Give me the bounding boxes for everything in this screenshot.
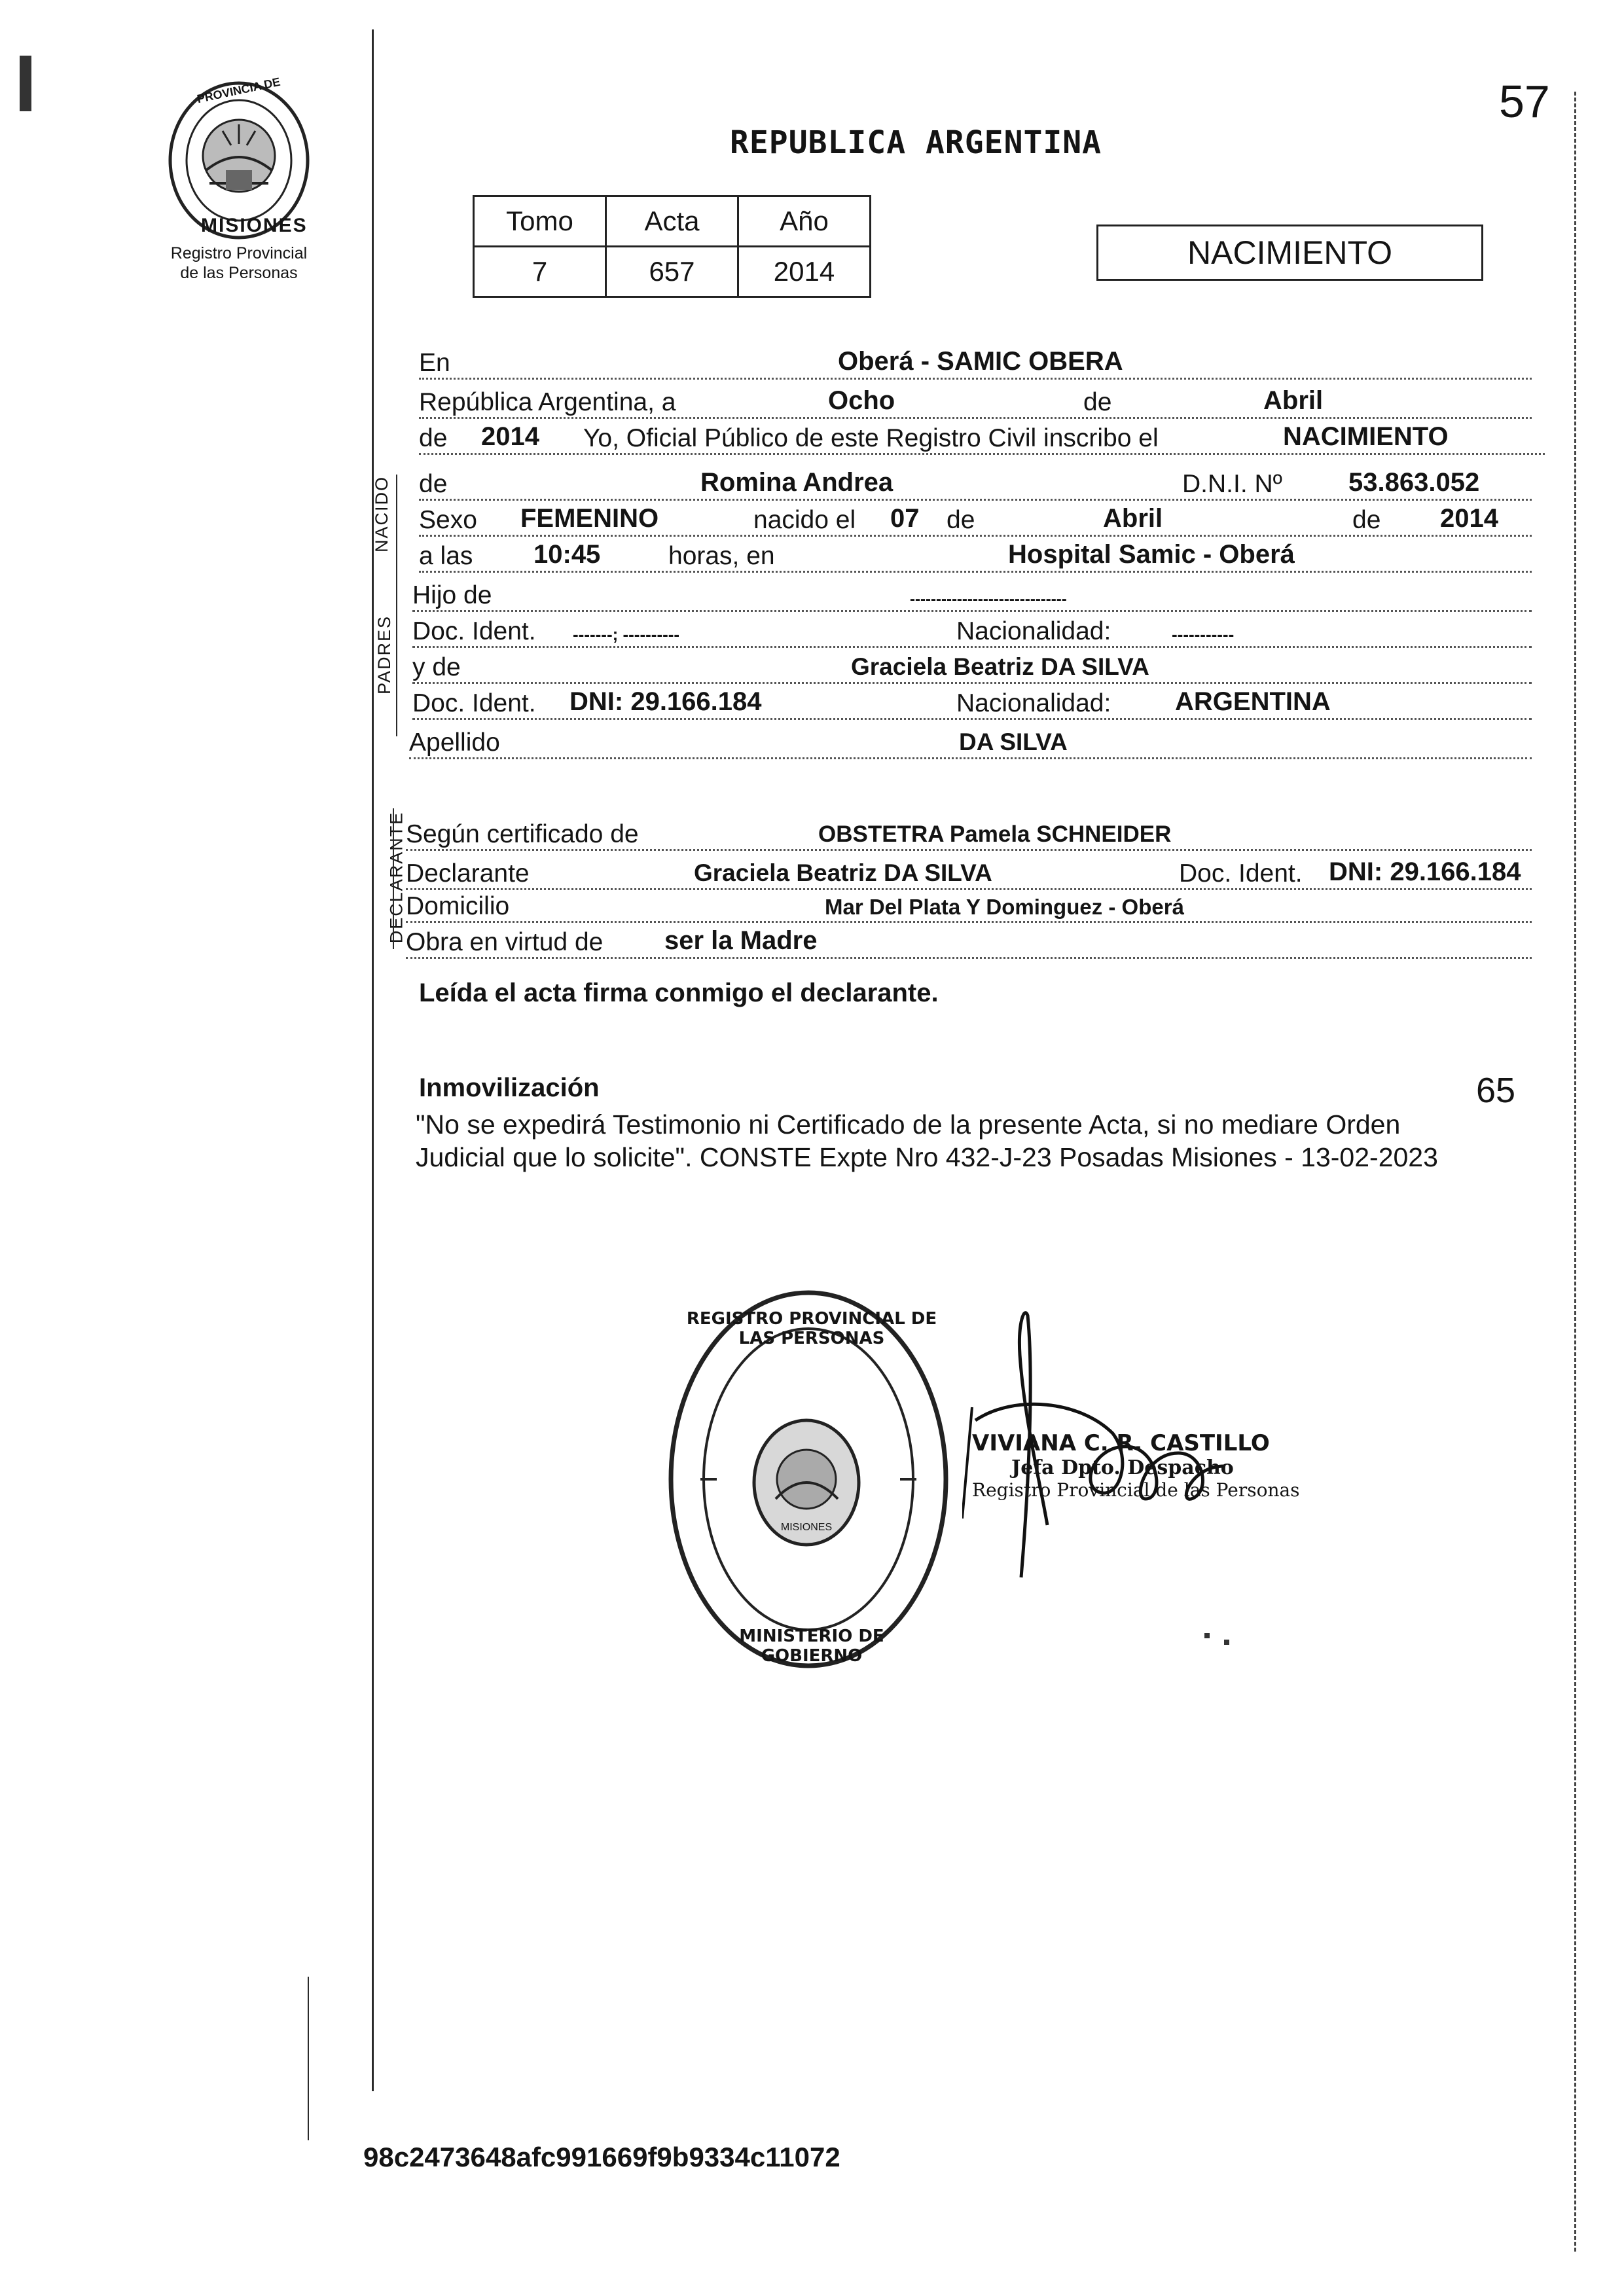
field-row-nombre <box>419 465 1532 501</box>
label-segun-certificado: Según certificado de <box>406 820 641 849</box>
value-madre-doc: DNI: 29.166.184 <box>569 687 762 716</box>
label-de: de <box>1083 388 1112 416</box>
field-row-obra-en-virtud <box>406 923 1532 959</box>
value-madre-nacionalidad: ARGENTINA <box>1175 687 1331 716</box>
label-en: En <box>419 349 453 378</box>
province-logo <box>154 75 324 245</box>
record-table-header: Tomo <box>474 196 606 247</box>
stamp-title: Jefa Dpto. Despacho <box>1011 1456 1234 1479</box>
section-bracket-nacido <box>396 475 397 605</box>
record-table-cell: 657 <box>606 247 738 297</box>
field-row-declarante <box>406 854 1532 890</box>
label-nacionalidad: Nacionalidad: <box>952 617 1113 646</box>
value-anio-nac: 2014 <box>1440 504 1498 533</box>
label-doc-ident: Doc. Ident. <box>412 617 539 646</box>
right-edge-line <box>1574 92 1576 2252</box>
value-mes: Abril <box>1263 386 1324 415</box>
inmovilizacion-line2: Judicial que lo solicite". CONSTE Expte Nro 432-J-23 Posadas Misiones - 13-02-2023 <box>416 1142 1438 1172</box>
label-dni: D.N.I. Nº <box>1178 470 1285 499</box>
seal-ring-bottom: MINISTERIO DE GOBIERNO <box>739 1627 884 1666</box>
record-table-cell: 7 <box>474 247 606 297</box>
left-margin-line-lower <box>308 1977 309 2140</box>
inmovilizacion-line1: "No se expedirá Testimonio ni Certificado de la presente Acta, si no mediare Orden <box>416 1109 1401 1140</box>
value-padre: ------------------------------ <box>910 590 1067 608</box>
value-certificado: OBSTETRA Pamela SCHNEIDER <box>818 821 1172 847</box>
registry-label-line1: Registro Provincial <box>170 244 308 262</box>
field-row-hora <box>419 537 1532 573</box>
logo-text-top: PROVINCIA DE <box>196 75 281 106</box>
label-de-anio-nac: de <box>1348 506 1383 535</box>
side-label-declarante: DECLARANTE <box>386 811 406 944</box>
inmovilizacion-heading: Inmovilización <box>419 1073 600 1102</box>
value-anio: 2014 <box>481 422 539 451</box>
scan-mark <box>1204 1633 1210 1638</box>
record-table-header: Acta <box>606 196 738 247</box>
field-row-en <box>419 344 1532 380</box>
label-hijo-de: Hijo de <box>412 581 494 610</box>
label-yo-oficial: Yo, Oficial Público de este Registro Civil inscribo el <box>579 424 1161 453</box>
seal-inner: MISIONES <box>780 1522 833 1533</box>
value-dia-letras: Ocho <box>828 386 895 415</box>
value-dni: 53.863.052 <box>1348 468 1480 497</box>
side-label-nacido: NACIDO <box>372 475 392 553</box>
value-apellido: DA SILVA <box>959 728 1068 755</box>
record-table-header-row <box>474 196 871 247</box>
label-nacido-el: nacido el <box>749 506 858 535</box>
value-lugar-nac: Hospital Samic - Oberá <box>1008 540 1295 569</box>
section-bracket-declarante <box>393 808 394 949</box>
left-margin-line <box>372 29 374 2091</box>
value-padre-nacionalidad: ----------- <box>1172 624 1235 644</box>
field-row-padre-doc <box>412 612 1532 648</box>
inmovilizacion-number: 65 <box>1476 1071 1516 1110</box>
label-sexo: Sexo <box>419 506 480 535</box>
field-row-sexo <box>419 501 1532 537</box>
label-declarante: Declarante <box>406 859 532 888</box>
document-title: REPUBLICA ARGENTINA <box>730 124 1102 161</box>
scan-mark <box>1224 1640 1229 1645</box>
label-republica: República Argentina, a <box>419 388 678 417</box>
value-nombre: Romina Andrea <box>700 468 893 497</box>
label-horas-en: horas, en <box>664 542 778 571</box>
closing-statement: Leída el acta firma conmigo el declarante. <box>419 979 939 1007</box>
label-apellido: Apellido <box>409 728 503 757</box>
label-obra-en-virtud: Obra en virtud de <box>406 928 605 957</box>
value-acto: NACIMIENTO <box>1283 422 1449 451</box>
section-bracket-padres <box>396 596 397 736</box>
field-row-fecha <box>419 383 1532 419</box>
value-declarante: Graciela Beatriz DA SILVA <box>694 859 992 886</box>
value-domicilio: Mar Del Plata Y Dominguez - Oberá <box>825 895 1184 919</box>
official-seal <box>661 1283 956 1676</box>
value-lugar: Oberá - SAMIC OBERA <box>838 347 1123 376</box>
record-table-value-row <box>474 247 871 297</box>
label-y-de: y de <box>412 653 463 682</box>
field-row-madre-doc <box>412 684 1532 720</box>
field-row-hijo-de <box>412 576 1532 612</box>
value-sexo: FEMENINO <box>520 504 659 533</box>
label-de-nombre: de <box>419 470 450 499</box>
record-table-header: Año <box>738 196 871 247</box>
field-row-inscribo <box>419 419 1545 455</box>
stamp-office: Registro Provincial de las Personas <box>972 1479 1300 1501</box>
label-doc-ident-declarante: Doc. Ident. <box>1175 859 1305 888</box>
document-hash: 98c2473648afc991669f9b9334c11072 <box>363 2142 840 2172</box>
value-madre: Graciela Beatriz DA SILVA <box>851 653 1149 680</box>
registry-label <box>137 243 340 283</box>
label-domicilio: Domicilio <box>406 892 512 921</box>
page-number: 57 <box>1499 76 1550 127</box>
stamp-name: VIVIANA C. R. CASTILLO <box>972 1430 1270 1456</box>
seal-ring-top: REGISTRO PROVINCIAL DE LAS PERSONAS <box>686 1309 937 1348</box>
record-table <box>473 195 871 298</box>
value-padre-doc: -------; ---------- <box>573 624 680 644</box>
field-row-madre <box>412 648 1532 684</box>
field-row-certificado <box>406 815 1532 851</box>
label-de-mes: de <box>943 506 977 535</box>
field-row-domicilio <box>406 887 1532 923</box>
label-nacionalidad-madre: Nacionalidad: <box>952 689 1113 718</box>
act-type-box: NACIMIENTO <box>1096 225 1483 281</box>
registry-label-line2: de las Personas <box>180 264 298 282</box>
value-mes-nac: Abril <box>1103 504 1163 533</box>
label-doc-ident-madre: Doc. Ident. <box>412 689 539 718</box>
label-a-las: a las <box>419 542 475 571</box>
scan-mark <box>20 56 31 111</box>
value-hora: 10:45 <box>533 540 601 569</box>
record-table-cell: 2014 <box>738 247 871 297</box>
label-de-anio: de <box>419 424 450 453</box>
logo-text-bottom: MISIONES <box>201 215 308 236</box>
field-row-apellido <box>409 723 1532 759</box>
value-obra-en-virtud: ser la Madre <box>664 926 818 955</box>
signature-stamp <box>972 1430 1300 1501</box>
side-label-padres: PADRES <box>374 615 395 695</box>
value-dia-nac: 07 <box>890 504 920 533</box>
value-declarante-doc: DNI: 29.166.184 <box>1329 857 1521 886</box>
